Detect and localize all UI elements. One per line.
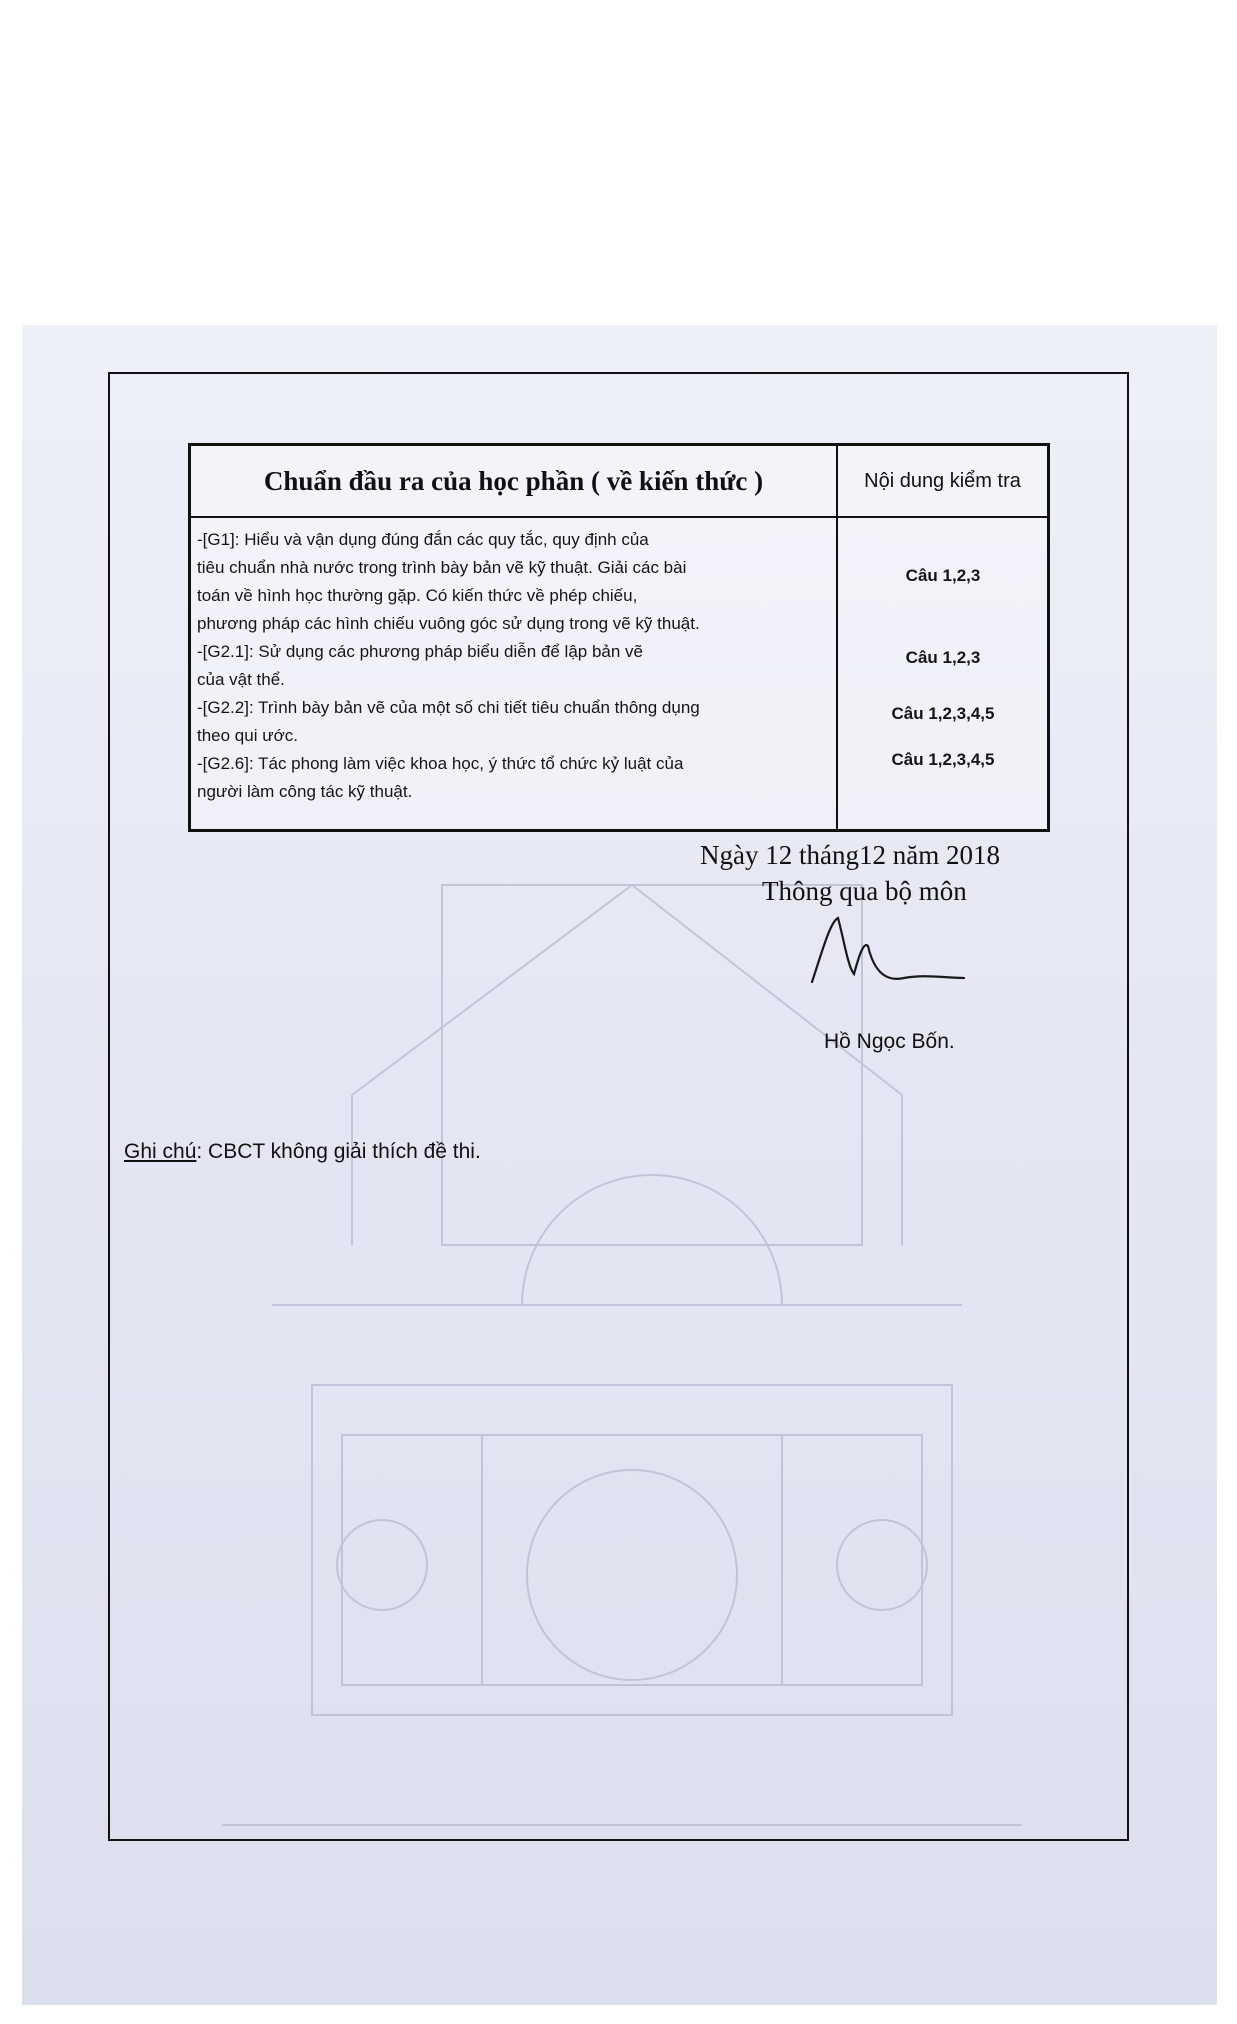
- outcome-text-line: người làm công tác kỹ thuật.: [197, 782, 413, 801]
- signatory-name: Hồ Ngọc Bốn.: [824, 1030, 955, 1053]
- question-numbers: Câu 1,2,3,4,5: [891, 704, 995, 723]
- outcome-text-line: -[G2.2]: Trình bày bản vẽ của một số chi tiết tiêu chuẩn thông dụng: [197, 698, 700, 717]
- approval-date: Ngày 12 tháng12 năm 2018: [700, 840, 1000, 870]
- outcome-text-line: toán về hình học thường gặp. Có kiến thức về phép chiếu,: [197, 586, 638, 605]
- outcome-text-line: -[G2.6]: Tác phong làm việc khoa học, ý thức tổ chức kỷ luật của: [197, 754, 684, 773]
- approval-statement: Thông qua bộ môn: [762, 876, 967, 906]
- outcome-text-line: của vật thể.: [197, 670, 285, 689]
- note-text: : CBCT không giải thích đề thi.: [196, 1140, 481, 1163]
- handwritten-signature: [808, 912, 968, 1012]
- outcome-text-line: tiêu chuẩn nhà nước trong trình bày bản vẽ kỹ thuật. Giải các bài: [197, 558, 687, 577]
- question-numbers: Câu 1,2,3,4,5: [891, 750, 995, 769]
- outcome-text-line: -[G2.1]: Sử dụng các phương pháp biểu diễn để lập bản vẽ: [197, 642, 643, 661]
- learning-outcomes-table: [188, 443, 1050, 832]
- table-header-outcomes: Chuẩn đầu ra của học phần ( về kiến thức ): [191, 446, 838, 518]
- outcome-text-line: phương pháp các hình chiếu vuông góc sử dụng trong vẽ kỹ thuật.: [197, 614, 700, 633]
- outcome-text-line: theo qui ước.: [197, 726, 298, 745]
- note-label: Ghi chú: [124, 1140, 197, 1163]
- proctor-note: [124, 1140, 481, 1164]
- table-column-divider: [836, 518, 838, 829]
- question-numbers: Câu 1,2,3: [905, 566, 981, 585]
- question-numbers: Câu 1,2,3: [905, 648, 981, 667]
- table-header-test-content: Nội dung kiểm tra: [838, 446, 1047, 518]
- outcome-text-line: -[G1]: Hiểu và vận dụng đúng đắn các quy tắc, quy định của: [197, 530, 649, 549]
